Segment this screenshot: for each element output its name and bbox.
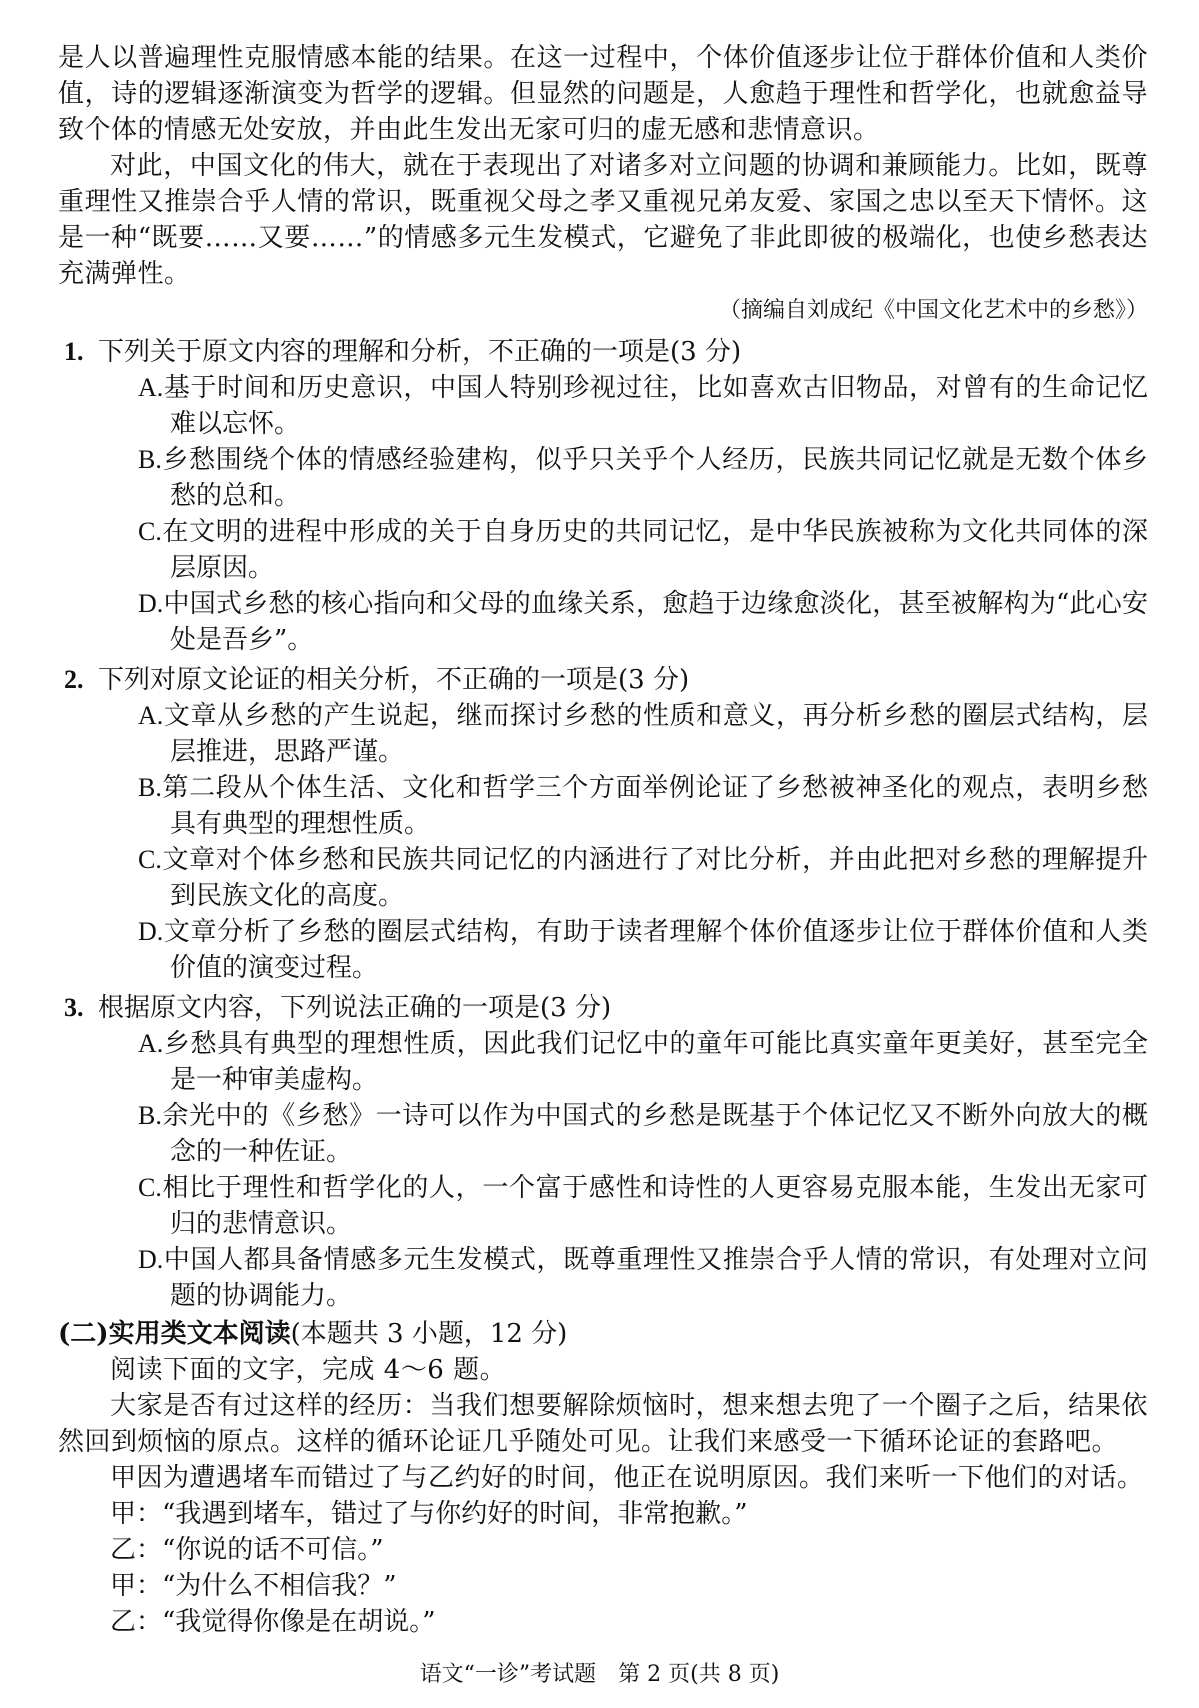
question-number: 2. — [64, 665, 84, 694]
passage-paragraph: 甲因为遭遇堵车而错过了与乙约好的时间，他正在说明原因。我们来听一下他们的对话。 — [110, 1463, 1144, 1493]
question-text: 下列对原文论证的相关分析，不正确的一项是(3 分) — [98, 665, 690, 695]
question-2 — [58, 662, 1148, 986]
section-instruction: 阅读下面的文字，完成 4～6 题。 — [110, 1355, 507, 1385]
option-letter: A. — [138, 701, 164, 730]
option-letter: B. — [138, 773, 162, 802]
option-letter: B. — [138, 445, 162, 474]
question-1 — [58, 334, 1148, 658]
option-letter: A. — [138, 1029, 164, 1058]
option-text: 基于时间和历史意识，中国人特别珍视过往，比如喜欢古旧物品，对曾有的生命记忆难以忘怀。 — [163, 373, 1148, 439]
option-text: 文章分析了乡愁的圈层式结构，有助于读者理解个体价值逐步让位于群体价值和人类价值的演变过程。 — [163, 917, 1148, 983]
dialog-line: 甲：“为什么不相信我？” — [110, 1571, 397, 1601]
dialog-line: 甲：“我遇到堵车，错过了与你约好的时间，非常抱歉。” — [110, 1499, 748, 1529]
option-d[interactable] — [98, 1242, 1148, 1314]
question-number: 1. — [64, 337, 84, 366]
option-letter: C. — [138, 1173, 162, 1202]
question-stem — [58, 662, 1148, 698]
option-letter: C. — [138, 845, 162, 874]
option-letter: D. — [138, 917, 164, 946]
option-text: 在文明的进程中形成的关于自身历史的共同记忆，是中华民族被称为文化共同体的深层原因。 — [161, 517, 1148, 583]
option-b[interactable] — [98, 770, 1148, 842]
option-a[interactable] — [98, 1026, 1148, 1098]
page-footer: 语文“一诊”考试题 第 2 页(共 8 页) — [419, 1662, 780, 1687]
option-c[interactable] — [98, 1170, 1148, 1242]
option-letter: C. — [138, 517, 162, 546]
exam-page — [58, 40, 1148, 1640]
passage-paragraph: 对此，中国文化的伟大，就在于表现出了对诸多对立问题的协调和兼顾能力。比如，既尊重理性又推崇合乎人情的常识，既重视父母之孝又重视兄弟友爱、家国之忠以至天下情怀。这是一种“既要……又要……”的情感多元生发模式，它避免了非此即彼的极端化，也使乡愁表达充满弹性。 — [58, 151, 1148, 289]
option-c[interactable] — [98, 842, 1148, 914]
option-text: 文章从乡愁的产生说起，继而探讨乡愁的性质和意义，再分析乡愁的圈层式结构，层层推进，思路严谨。 — [163, 701, 1148, 767]
option-letter: A. — [138, 373, 164, 402]
passage-source: （摘编自刘成纪《中国文化艺术中的乡愁》） — [718, 298, 1148, 323]
option-b[interactable] — [98, 1098, 1148, 1170]
option-text: 中国式乡愁的核心指向和父母的血缘关系，愈趋于边缘愈淡化，甚至被解构为“此心安处是吾乡”。 — [163, 589, 1148, 655]
passage-paragraph: 是人以普遍理性克服情感本能的结果。在这一过程中，个体价值逐步让位于群体价值和人类价值，诗的逻辑逐渐演变为哲学的逻辑。但显然的问题是，人愈趋于理性和哲学化，也就愈益导致个体的情感无处安放，并由此生发出无家可归的虚无感和悲情意识。 — [58, 43, 1148, 145]
question-3 — [58, 990, 1148, 1314]
option-letter: B. — [138, 1101, 162, 1130]
section-heading — [58, 1316, 1148, 1352]
section-title-note: (本题共 3 小题，12 分) — [290, 1319, 568, 1349]
option-letter: D. — [138, 1245, 164, 1274]
section-title: (二)实用类文本阅读 — [58, 1319, 291, 1349]
question-text: 下列关于原文内容的理解和分析，不正确的一项是(3 分) — [98, 337, 742, 367]
question-text: 根据原文内容，下列说法正确的一项是(3 分) — [98, 993, 612, 1023]
option-letter: D. — [138, 589, 164, 618]
option-d[interactable] — [98, 914, 1148, 986]
option-text: 第二段从个体生活、文化和哲学三个方面举例论证了乡愁被神圣化的观点，表明乡愁具有典型的理想性质。 — [161, 773, 1148, 839]
option-text: 乡愁围绕个体的情感经验建构，似乎只关乎个人经历，民族共同记忆就是无数个体乡愁的总和。 — [161, 445, 1148, 511]
option-d[interactable] — [98, 586, 1148, 658]
dialog-line: 乙：“我觉得你像是在胡说。” — [110, 1607, 436, 1637]
option-a[interactable] — [98, 698, 1148, 770]
passage-paragraph: 大家是否有过这样的经历：当我们想要解除烦恼时，想来想去兜了一个圈子之后，结果依然回到烦恼的原点。这样的循环论证几乎随处可见。让我们来感受一下循环论证的套路吧。 — [58, 1391, 1148, 1457]
question-stem — [58, 990, 1148, 1026]
question-number: 3. — [64, 993, 84, 1022]
dialog-line: 乙：“你说的话不可信。” — [110, 1535, 384, 1565]
option-text: 余光中的《乡愁》一诗可以作为中国式的乡愁是既基于个体记忆又不断外向放大的概念的一种佐证。 — [161, 1101, 1148, 1167]
option-b[interactable] — [98, 442, 1148, 514]
option-text: 乡愁具有典型的理想性质，因此我们记忆中的童年可能比真实童年更美好，甚至完全是一种审美虚构。 — [163, 1029, 1148, 1095]
option-a[interactable] — [98, 370, 1148, 442]
option-text: 中国人都具备情感多元生发模式，既尊重理性又推崇合乎人情的常识，有处理对立问题的协调能力。 — [163, 1245, 1148, 1311]
option-text: 文章对个体乡愁和民族共同记忆的内涵进行了对比分析，并由此把对乡愁的理解提升到民族文化的高度。 — [161, 845, 1148, 911]
option-text: 相比于理性和哲学化的人，一个富于感性和诗性的人更容易克服本能，生发出无家可归的悲情意识。 — [161, 1173, 1148, 1239]
option-c[interactable] — [98, 514, 1148, 586]
question-stem — [58, 334, 1148, 370]
